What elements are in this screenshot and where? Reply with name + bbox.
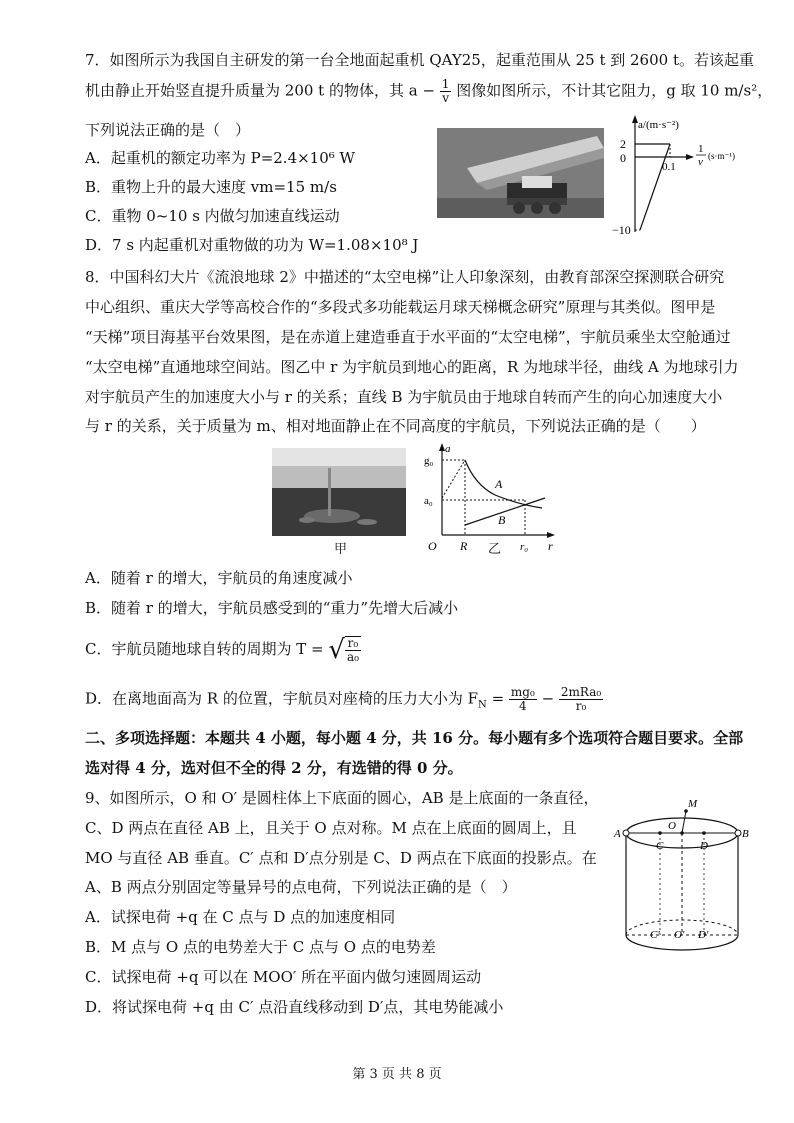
section2-heading-line2: 选对得 4 分，选对但不全的得 2 分，有选错的得 0 分。 — [85, 759, 463, 777]
fig-label-D: D — [700, 840, 708, 852]
q8-graph-r0: r₀ — [520, 541, 529, 553]
sea-platform-photo — [272, 448, 406, 536]
q8-option-a: A．随着 r 的增大，宇航员的角速度减小 — [85, 569, 353, 587]
q8-option-d-sub: N — [478, 699, 487, 711]
q7-option-d: D．7 s 内起重机对重物做的功为 W=1.08×10⁸ J — [85, 236, 419, 254]
q8-graph-ylabel: a — [445, 443, 451, 455]
q8-graph-curve-a-label: A — [495, 477, 503, 491]
q8-graph-g0: g₀ — [424, 455, 434, 467]
q8-line5: 对宇航员产生的加速度大小与 r 的关系；直线 B 为宇航员由于地球自转而产生的向心加速度大小 — [85, 388, 723, 406]
page-footer: 第 3 页 共 8 页 — [352, 1067, 442, 1082]
fig-label-M: M — [688, 798, 698, 810]
q9-cylinder-figure — [612, 795, 772, 960]
fig-label-O: O — [668, 820, 676, 832]
q8-option-c-prefix: C．宇航员随地球自转的周期为 T = — [85, 640, 324, 658]
q8-line4: “太空电梯”直通地球空间站。图乙中 r 为宇航员到地心的距离，R 为地球半径，曲线 A 为地球引力 — [85, 358, 739, 376]
q8-line6: 与 r 的关系，关于质量为 m、相对地面静止在不同高度的宇航员，下列说法正确的是（ ） — [85, 417, 706, 435]
fig-label-C: C — [656, 840, 664, 852]
q7-graph-x-tick: 0.1 — [662, 161, 676, 173]
fig-label-B: B — [742, 828, 749, 840]
sea-platform-illustration — [272, 448, 406, 536]
fig-label-C-prime: C′ — [650, 929, 660, 941]
q8-graph-line-b-label: B — [498, 513, 506, 527]
q9-line3: MO 与直径 AB 垂直。C′ 点和 D′点分别是 C、D 两点在下底面的投影点。在 — [85, 849, 597, 867]
q7-option-b: B．重物上升的最大速度 vm=15 m/s — [85, 178, 337, 196]
section2-heading-line1: 二、多项选择题：本题共 4 小题，每小题 4 分，共 16 分。每小题有多个选项符合题目要求。全部 — [85, 729, 744, 747]
q8-option-c-sqrt: √ $\frac{\text{r₀}}{\text{a₀}}$ — [328, 635, 359, 665]
q7-line2a: 机由静止开始竖直提升质量为 200 t 的物体，其 a − — [85, 81, 436, 100]
q9-option-b: B．M 点与 O 点的电势差大于 C 点与 O 点的电势差 — [85, 938, 436, 956]
q7-graph-xlabel-den: v — [698, 156, 703, 168]
q8-graph-a0: a₀ — [424, 495, 433, 507]
q8-line3: “天梯”项目海基平台效果图，是在赤道上建造垂直于水平面的“太空电梯”，宇航员乘坐太空舱通过 — [85, 328, 731, 346]
q7-line1: 7．如图所示为我国自主研发的第一台全地面起重机 QAY25，起重范围从 25 t 到 2600 t。若该起重 — [85, 51, 754, 69]
q7-graph-ylabel: a/(m·s⁻²) — [638, 119, 679, 131]
q7-graph-xlabel-num: 1 — [698, 143, 704, 155]
crane-illustration — [437, 128, 604, 218]
q8-option-d-frac2: $\frac{\text{2mRa₀}}{\text{r₀}}$ — [560, 685, 602, 713]
q9-option-a: A．试探电荷 +q 在 C 点与 D 点的加速度相同 — [85, 908, 396, 926]
fig-label-A: A — [614, 828, 621, 840]
q8-option-c — [85, 636, 361, 664]
q7-inline-fraction: $\frac{1}{v}$ — [441, 77, 450, 105]
fig-label-D-prime: D′ — [698, 929, 709, 941]
q8-graph-xlabel: r — [548, 539, 553, 553]
q7-line2 — [85, 78, 772, 105]
q8-graph-R: R — [460, 539, 468, 553]
q8-graph-origin: O — [428, 539, 437, 553]
q9-line2: C、D 两点在直径 AB 上，且关于 O 点对称。M 点在上底面的圆周上，且 — [85, 819, 577, 837]
q7-line2b: 图像如图所示，不计其它阻力，g 取 10 m/s²， — [456, 81, 773, 100]
q9-line1: 9、如图所示，O 和 O′ 是圆柱体上下底面的圆心，AB 是上底面的一条直径， — [85, 789, 599, 807]
q8-option-d: D．在离地面高为 R 的位置，宇航员对座椅的压力大小为 $F_N$ = $\frac{\text{mg₀}}{4}$ − $\frac{\text{2mRa₀}}{\text{r₀}}$ — [85, 685, 602, 713]
q7-a-vs-inverse-v-graph — [612, 112, 772, 237]
q7-graph-y-top: 2 — [620, 137, 626, 151]
fig-label-O-prime: O′ — [674, 929, 685, 941]
fig-jia-label: 甲 — [334, 542, 348, 557]
q9-option-c: C．试探电荷 +q 可以在 MOO′ 所在平面内做匀速圆周运动 — [85, 968, 482, 986]
q8-line1: 8．中国科幻大片《流浪地球 2》中描述的“太空电梯”让人印象深刻，由教育部深空探测联合研究 — [85, 268, 725, 286]
q9-line4: A、B 两点分别固定等量异号的点电荷，下列说法正确的是（ ） — [85, 878, 517, 896]
q7-option-c: C．重物 0~10 s 内做匀加速直线运动 — [85, 207, 340, 225]
q9-option-d: D．将试探电荷 +q 由 C′ 点沿直线移动到 D′点，其电势能减小 — [85, 998, 504, 1016]
q8-option-d-prefix: D．在离地面高为 R 的位置，宇航员对座椅的压力大小为 F — [85, 689, 479, 708]
q8-option-b: B．随着 r 的增大，宇航员感受到的“重力”先增大后减小 — [85, 599, 459, 617]
crane-photo — [437, 128, 604, 218]
q8-line2: 中心组织、重庆大学等高校合作的“多段式多功能载运月球天梯概念研究”原理与其类似。图甲是 — [85, 298, 716, 316]
q7-graph-y-bottom: −10 — [612, 223, 631, 237]
q7-graph-origin: 0 — [620, 151, 626, 165]
fig-yi-label: 乙 — [488, 542, 502, 557]
q7-graph-xlabel-unit: (s·m⁻¹) — [708, 151, 735, 161]
q7-option-a: A．起重机的额定功率为 P=2.4×10⁶ W — [85, 149, 355, 167]
q7-line3: 下列说法正确的是（ ） — [85, 121, 251, 139]
q8-option-d-frac1: $\frac{\text{mg₀}}{4}$ — [510, 685, 535, 713]
